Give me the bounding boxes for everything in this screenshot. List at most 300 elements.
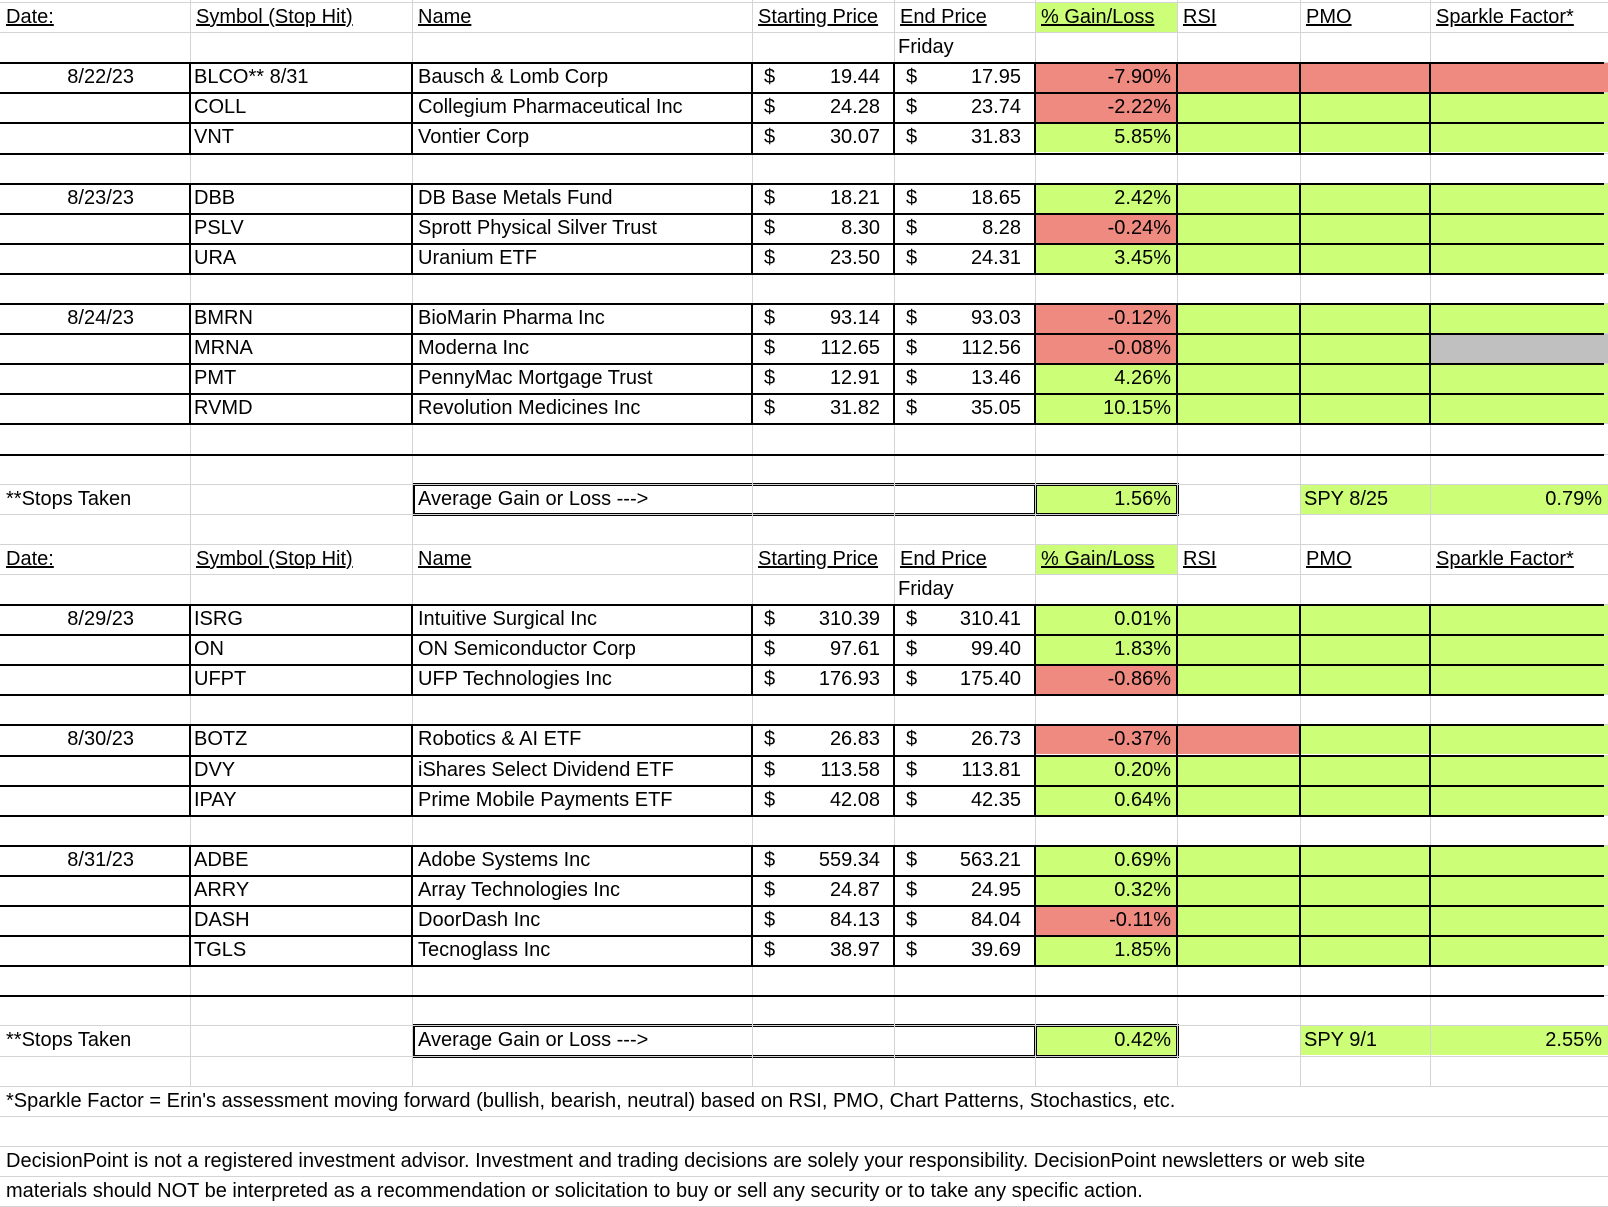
currency-symbol[interactable]: $ [906,246,918,269]
header-start[interactable]: Starting Price [758,6,879,28]
currency-symbol[interactable]: $ [764,246,776,269]
gain-loss-value[interactable]: 4.26% [1114,367,1171,390]
currency-symbol[interactable]: $ [906,337,918,360]
column-border [893,845,895,876]
currency-symbol[interactable]: $ [906,307,918,329]
grid-line [0,514,1608,515]
header-pmo[interactable]: PMO [1306,6,1352,28]
pmo-indicator [1301,244,1430,273]
column-border [1429,333,1431,364]
group-date[interactable]: 8/30/23 [67,728,134,751]
symbol-isrg[interactable]: ISRG [194,608,243,630]
column-border [751,303,753,334]
column-border [411,92,413,123]
column-border [411,213,413,244]
header-sparkle[interactable]: Sparkle Factor* [1436,6,1574,28]
end-price[interactable]: 310.41 [959,608,1021,630]
column-border [893,122,895,153]
currency-symbol[interactable]: $ [906,186,918,209]
column-border [751,363,753,394]
currency-symbol[interactable]: $ [764,608,776,630]
currency-symbol[interactable]: $ [906,668,918,691]
column-border [751,333,753,364]
gain-loss-value[interactable]: -7.90% [1107,66,1171,89]
column-border [751,92,753,123]
currency-symbol[interactable]: $ [906,397,918,420]
gain-loss-value[interactable]: -0.11% [1109,909,1171,931]
column-border [189,213,191,244]
end-price[interactable]: 24.95 [970,878,1021,901]
column-border [1429,935,1431,966]
starting-price[interactable]: 24.28 [829,96,880,119]
header-date[interactable]: Date: [6,547,54,570]
gain-loss-value[interactable]: -0.24% [1107,216,1171,239]
currency-symbol[interactable]: $ [764,186,776,209]
starting-price[interactable]: 38.97 [829,939,880,962]
group-date[interactable]: 8/23/23 [67,186,134,209]
starting-price[interactable]: 310.39 [818,608,880,630]
header-rsi[interactable]: RSI [1183,6,1217,28]
column-border [893,183,895,214]
starting-price[interactable]: 42.08 [829,788,880,811]
starting-price[interactable]: 84.13 [829,909,880,931]
starting-price[interactable]: 19.44 [829,66,880,89]
end-price[interactable]: 23.74 [970,96,1021,119]
header-symbol[interactable]: Symbol (Stop Hit) [196,6,353,28]
currency-symbol[interactable]: $ [764,216,776,239]
group-date[interactable]: 8/24/23 [67,307,134,329]
column-border [1429,62,1431,93]
column-border [893,724,895,755]
symbol-vnt[interactable]: VNT [194,126,234,149]
company-name[interactable]: iShares Select Dividend ETF [418,758,674,781]
currency-symbol[interactable]: $ [906,126,918,149]
pmo-indicator [1301,214,1430,243]
group-date[interactable]: 8/29/23 [67,608,134,630]
currency-symbol[interactable]: $ [906,939,918,962]
end-price[interactable]: 175.40 [959,668,1021,691]
column-border [893,213,895,244]
company-name[interactable]: Array Technologies Inc [418,878,620,901]
symbol-bmrn[interactable]: BMRN [194,307,253,329]
average-gain-value[interactable]: 1.56% [1114,487,1171,510]
currency-symbol[interactable]: $ [764,848,776,871]
column-border [1034,62,1036,93]
column-border [1429,393,1431,424]
company-name[interactable]: UFP Technologies Inc [418,668,612,691]
pmo-indicator [1301,756,1430,785]
group-date[interactable]: 8/22/23 [67,66,134,89]
rsi-indicator [1178,93,1300,122]
currency-symbol[interactable]: $ [906,66,918,89]
average-gain-value[interactable]: 0.42% [1114,1029,1171,1052]
currency-symbol[interactable]: $ [764,96,776,119]
rsi-indicator [1178,123,1300,152]
header-rsi[interactable]: RSI [1183,547,1217,570]
company-name[interactable]: Bausch & Lomb Corp [418,66,609,89]
gain-loss-value[interactable]: 1.83% [1114,638,1171,661]
currency-symbol[interactable]: $ [764,337,776,360]
company-name[interactable]: Vontier Corp [418,126,530,149]
sparkle-indicator [1431,665,1608,694]
footnote-text[interactable]: *Sparkle Factor = Erin's assessment moving forward (bullish, bearish, neutral) based on RSI, PMO, Chart Patterns, Stochastics, etc. [6,1089,1176,1112]
symbol-dash[interactable]: DASH [194,909,250,931]
end-price[interactable]: 18.65 [970,186,1021,209]
column-border [1176,845,1178,876]
sparkle-indicator [1431,756,1608,785]
column-border [411,875,413,906]
column-border [1429,664,1431,695]
column-border [1176,92,1178,123]
rsi-indicator [1178,184,1300,213]
starting-price[interactable]: 12.91 [829,367,880,390]
column-border [189,363,191,394]
end-price[interactable]: 39.69 [970,939,1021,962]
disclaimer-line-1[interactable]: DecisionPoint is not a registered investment advisor. Investment and trading decisions are solely your responsibility. DecisionPoint newsletters or web site [6,1149,1366,1172]
row-border [0,694,1604,696]
spy-label[interactable]: SPY 8/25 [1304,487,1389,510]
starting-price[interactable]: 112.65 [820,337,880,360]
company-name[interactable]: PennyMac Mortgage Trust [418,367,653,390]
column-border [893,604,895,635]
column-border [893,393,895,424]
end-price[interactable]: 35.05 [970,397,1021,420]
currency-symbol[interactable]: $ [764,66,776,89]
currency-symbol[interactable]: $ [764,728,776,751]
starting-price[interactable]: 26.83 [829,728,880,751]
company-name[interactable]: Uranium ETF [418,246,537,269]
end-price[interactable]: 17.95 [970,66,1021,89]
gain-loss-value[interactable]: -0.37% [1107,728,1171,751]
column-border [1299,785,1301,816]
column-border [189,122,191,153]
column-border [411,183,413,214]
company-name[interactable]: Moderna Inc [418,337,530,360]
symbol-tgls[interactable]: TGLS [194,939,247,962]
gain-loss-value[interactable]: 3.45% [1114,246,1171,269]
currency-symbol[interactable]: $ [906,909,918,931]
column-border [1429,634,1431,665]
header-date[interactable]: Date: [6,6,54,28]
symbol-ufpt[interactable]: UFPT [194,668,247,691]
symbol-dvy[interactable]: DVY [194,758,236,781]
symbol-adbe[interactable]: ADBE [194,848,249,871]
end-price[interactable]: 8.28 [982,216,1021,239]
column-border [751,213,753,244]
gain-loss-value[interactable]: -0.12% [1107,307,1171,329]
company-name[interactable]: Collegium Pharmaceutical Inc [418,96,683,119]
column-border [1429,845,1431,876]
end-price[interactable]: 84.04 [970,909,1021,931]
column-border [893,303,895,334]
sparkle-indicator [1431,214,1608,243]
column-border [751,664,753,695]
column-border [411,122,413,153]
sparkle-indicator [1431,605,1608,634]
currency-symbol[interactable]: $ [764,909,776,931]
currency-symbol[interactable]: $ [906,728,918,751]
currency-symbol[interactable]: $ [906,96,918,119]
starting-price[interactable]: 23.50 [829,246,880,269]
end-price[interactable]: 26.73 [970,728,1021,751]
column-border [1176,62,1178,93]
column-border [411,363,413,394]
gain-loss-value[interactable]: 5.85% [1114,126,1171,149]
company-name[interactable]: Adobe Systems Inc [418,848,591,871]
column-border [411,62,413,93]
average-gain-label[interactable]: Average Gain or Loss ---> [418,1029,649,1052]
end-price[interactable]: 99.40 [970,638,1021,661]
column-border [751,935,753,966]
column-border [189,905,191,936]
company-name[interactable]: Tecnoglass Inc [418,939,551,962]
column-border [1034,905,1036,936]
company-name[interactable]: Intuitive Surgical Inc [418,608,597,630]
column-border [1034,724,1036,755]
starting-price[interactable]: 24.87 [829,878,880,901]
symbol-ura[interactable]: URA [194,246,237,269]
column-border [1299,62,1301,93]
subheader-friday[interactable]: Friday [898,577,954,600]
currency-symbol[interactable]: $ [764,307,776,329]
header-pct[interactable]: % Gain/Loss [1041,547,1155,570]
currency-symbol[interactable]: $ [764,367,776,390]
column-border [411,755,413,786]
column-border [1034,755,1036,786]
gain-loss-value[interactable]: -0.86% [1107,668,1171,691]
column-border [1299,724,1301,755]
header-start[interactable]: Starting Price [758,547,879,570]
grid-line [0,1116,1608,1117]
currency-symbol[interactable]: $ [906,216,918,239]
column-border [1176,122,1178,153]
spy-value[interactable]: 0.79% [1545,487,1602,510]
sparkle-indicator [1431,334,1608,363]
column-border [411,333,413,364]
rsi-indicator [1178,635,1300,664]
currency-symbol[interactable]: $ [906,788,918,811]
gain-loss-value[interactable]: 2.42% [1114,186,1171,209]
currency-symbol[interactable]: $ [906,878,918,901]
symbol-on[interactable]: ON [194,638,224,661]
company-name[interactable]: Sprott Physical Silver Trust [418,216,657,239]
sparkle-indicator [1431,635,1608,664]
column-border [1034,303,1036,334]
gain-loss-value[interactable]: 0.20% [1114,758,1171,781]
column-border [893,905,895,936]
column-border [1034,363,1036,394]
end-price[interactable]: 563.21 [959,848,1021,871]
starting-price[interactable]: 559.34 [818,848,880,871]
company-name[interactable]: Prime Mobile Payments ETF [418,788,673,811]
sparkle-indicator [1431,846,1608,875]
currency-symbol[interactable]: $ [764,758,776,781]
symbol-ipay[interactable]: IPAY [194,788,237,811]
column-border [1429,604,1431,635]
column-border [893,785,895,816]
starting-price[interactable]: 31.82 [829,397,880,420]
header-name[interactable]: Name [418,6,472,28]
rsi-indicator [1178,63,1300,92]
column-border [189,62,191,93]
symbol-botz[interactable]: BOTZ [194,728,248,751]
column-border [1034,243,1036,274]
sparkle-indicator [1431,786,1608,815]
column-border [1034,393,1036,424]
column-border [189,875,191,906]
gain-loss-value[interactable]: -0.08% [1107,337,1171,360]
currency-symbol[interactable]: $ [906,638,918,661]
end-price[interactable]: 93.03 [970,307,1021,329]
gain-loss-value[interactable]: 0.69% [1114,848,1171,871]
stops-taken-label[interactable]: **Stops Taken [6,487,132,510]
symbol-blco-8-31[interactable]: BLCO** 8/31 [194,66,309,89]
gain-loss-value[interactable]: -2.22% [1107,96,1171,119]
currency-symbol[interactable]: $ [764,939,776,962]
spy-label[interactable]: SPY 9/1 [1304,1029,1378,1052]
column-border [893,363,895,394]
column-border [1299,122,1301,153]
group-date[interactable]: 8/31/23 [67,848,134,871]
column-border [411,785,413,816]
starting-price[interactable]: 93.14 [829,307,880,329]
header-symbol[interactable]: Symbol (Stop Hit) [196,547,353,570]
stops-taken-label[interactable]: **Stops Taken [6,1029,132,1052]
starting-price[interactable]: 30.07 [829,126,880,149]
rsi-indicator [1178,214,1300,243]
starting-price[interactable]: 97.61 [829,638,880,661]
currency-symbol[interactable]: $ [764,638,776,661]
currency-symbol[interactable]: $ [764,397,776,420]
symbol-mrna[interactable]: MRNA [194,337,253,360]
company-name[interactable]: BioMarin Pharma Inc [418,307,605,329]
subheader-friday[interactable]: Friday [898,36,954,59]
starting-price[interactable]: 18.21 [829,186,880,209]
starting-price[interactable]: 113.58 [820,758,880,781]
pmo-indicator [1301,876,1430,905]
symbol-coll[interactable]: COLL [194,96,247,119]
column-border [1176,755,1178,786]
symbol-dbb[interactable]: DBB [194,186,236,209]
sparkle-indicator [1431,184,1608,213]
symbol-rvmd[interactable]: RVMD [194,397,253,420]
spy-value[interactable]: 2.55% [1545,1029,1602,1052]
end-price[interactable]: 113.81 [961,758,1021,781]
column-border [1429,183,1431,214]
currency-symbol[interactable]: $ [906,608,918,630]
column-border [1429,755,1431,786]
currency-symbol[interactable]: $ [906,848,918,871]
sparkle-indicator [1431,394,1608,423]
end-price[interactable]: 31.83 [970,126,1021,149]
sparkle-indicator [1431,93,1608,122]
pmo-indicator [1301,123,1430,152]
currency-symbol[interactable]: $ [764,126,776,149]
rsi-indicator [1178,665,1300,694]
column-border [751,604,753,635]
column-border [1034,213,1036,244]
column-border [1429,905,1431,936]
average-gain-label[interactable]: Average Gain or Loss ---> [418,487,649,510]
company-name[interactable]: DoorDash Inc [418,909,541,931]
company-name[interactable]: Revolution Medicines Inc [418,397,641,420]
column-border [893,634,895,665]
starting-price[interactable]: 176.93 [818,668,880,691]
gain-loss-value[interactable]: 0.64% [1114,788,1171,811]
column-border [751,724,753,755]
company-name[interactable]: Robotics & AI ETF [418,728,582,751]
column-border [1429,122,1431,153]
row-border [0,153,1604,155]
currency-symbol[interactable]: $ [764,788,776,811]
currency-symbol[interactable]: $ [906,367,918,390]
header-name[interactable]: Name [418,547,472,570]
pmo-indicator [1301,334,1430,363]
pmo-indicator [1301,605,1430,634]
gain-loss-value[interactable]: 0.01% [1114,608,1171,630]
column-border [1034,845,1036,876]
column-border [893,243,895,274]
currency-symbol[interactable]: $ [906,758,918,781]
symbol-pslv[interactable]: PSLV [194,216,244,239]
column-border [411,845,413,876]
column-border [189,183,191,214]
column-border [1176,213,1178,244]
company-name[interactable]: DB Base Metals Fund [418,186,613,209]
column-border [1299,363,1301,394]
group-separator [0,995,1604,997]
currency-symbol[interactable]: $ [764,878,776,901]
group-separator [0,454,1604,456]
rsi-indicator [1178,756,1300,785]
rsi-indicator [1178,786,1300,815]
disclaimer-line-2[interactable]: materials should NOT be interpreted as a recommendation or solicitation to buy or sell any security or to take any specific action. [6,1179,1143,1202]
header-pct[interactable]: % Gain/Loss [1041,6,1155,28]
column-border [893,875,895,906]
column-border [1176,333,1178,364]
symbol-arry[interactable]: ARRY [194,878,250,901]
end-price[interactable]: 13.46 [970,367,1021,390]
end-price[interactable]: 42.35 [970,788,1021,811]
gain-loss-value[interactable]: 1.85% [1114,939,1171,962]
column-border [1299,303,1301,334]
gain-loss-value[interactable]: 10.15% [1103,397,1171,420]
rsi-indicator [1178,244,1300,273]
column-border [1176,905,1178,936]
sparkle-indicator [1431,936,1608,965]
end-price[interactable]: 24.31 [970,246,1021,269]
currency-symbol[interactable]: $ [764,668,776,691]
column-border [751,183,753,214]
header-pmo[interactable]: PMO [1306,547,1352,570]
header-sparkle[interactable]: Sparkle Factor* [1436,547,1574,570]
header-end[interactable]: End Price [900,547,987,570]
gain-loss-value[interactable]: 0.32% [1114,878,1171,901]
company-name[interactable]: ON Semiconductor Corp [418,638,636,661]
symbol-pmt[interactable]: PMT [194,367,237,390]
header-end[interactable]: End Price [900,6,987,28]
column-border [1034,664,1036,695]
starting-price[interactable]: 8.30 [841,216,880,239]
column-border [893,935,895,966]
pmo-indicator [1301,184,1430,213]
column-border [1299,664,1301,695]
sparkle-indicator [1431,244,1608,273]
column-border [189,664,191,695]
end-price[interactable]: 112.56 [961,337,1021,360]
sparkle-indicator [1431,123,1608,152]
column-border [751,755,753,786]
